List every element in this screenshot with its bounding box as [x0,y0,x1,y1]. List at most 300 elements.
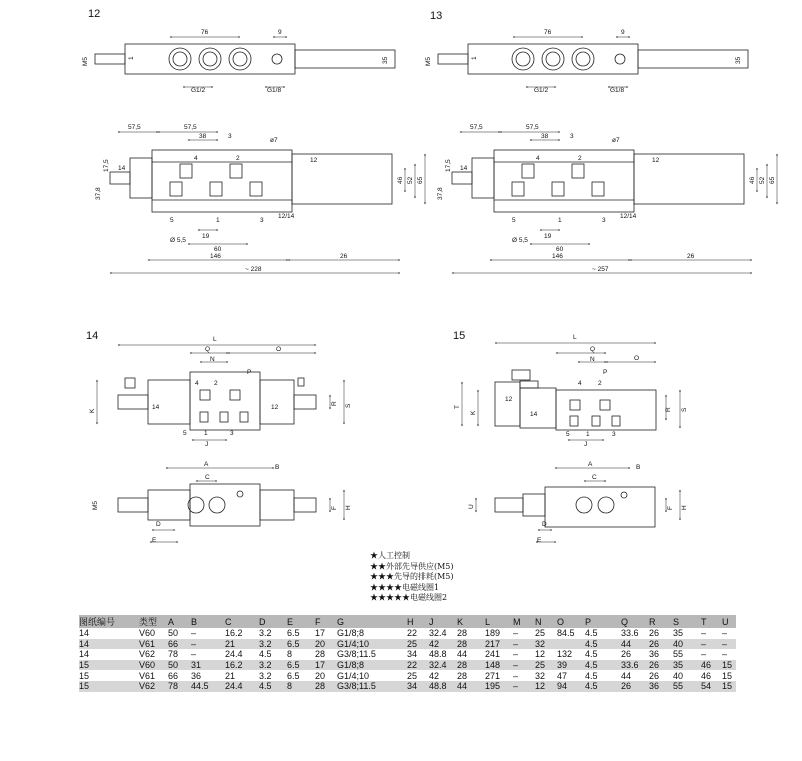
table-header-15: O [557,615,585,628]
table-cell: 4.5 [585,628,598,639]
dimension-label: G1/2 [534,87,549,94]
dimension-label: 76 [201,29,209,36]
table-cell: 3.2 [259,670,272,681]
dimension-label: 12/14 [278,213,295,220]
dimension-label: 14 [118,165,126,172]
table-cell: 50 [168,628,179,639]
port-outline [230,164,242,178]
valve-body-top [125,44,295,74]
dimension-label: 1 [558,217,562,224]
port-g12-inner [546,52,560,66]
table-cell: 21 [225,670,236,681]
legend-notes [370,551,454,604]
dimension-label: R [665,407,672,412]
table-cell: 20 [315,639,337,650]
dimension-label: 12/14 [620,213,637,220]
table-cell: 44 [457,681,485,692]
dimension-label: 57,5 [184,124,197,131]
table-cell: 14 [79,649,90,660]
table-cell: 48.8 [429,649,447,660]
port-g18-circle [272,54,282,64]
table-cell: 3.2 [259,660,287,671]
table-cell: 148 [485,660,513,671]
port-g12-circle [169,48,191,70]
dimension-label: 14 [460,165,468,172]
end-cap [260,380,294,424]
dimension-label: Q [590,346,596,353]
table-row [79,681,736,692]
dimension-label: ~ 228 [245,266,262,273]
table-cell: 3.2 [259,639,287,650]
port-g12-inner [233,52,247,66]
dimension-label: ~ 257 [592,266,609,273]
pilot-stub [294,498,316,512]
port-g12-circle [598,497,614,513]
table-cell: – [513,649,519,660]
table-header-10: J [429,615,457,628]
table-cell: – [191,639,225,650]
table-cell: 14 [79,639,139,650]
table-cell: 44 [621,639,649,650]
table-cell: 15 [79,681,139,692]
port-outline [552,182,564,196]
note-external-pilot-supply: ★★外部先导供应(M5) [370,561,454,571]
table-cell: 78 [168,681,191,692]
dimension-label: G1/8 [267,87,282,94]
table-cell: 15 [722,681,736,692]
port-outline [512,182,524,196]
table-cell: G1/8;8 [337,660,407,671]
port-g12-inner [203,52,217,66]
port-g12-circle [209,497,225,513]
table-cell: 4.5 [259,649,272,660]
dimension-label: N [590,356,595,363]
note-solenoid-coil-1: ★★★★电磁线圈1 [370,582,440,592]
table-cell: – [513,681,535,692]
dimension-label: 60 [556,246,564,253]
solenoid-stub [495,498,523,512]
table-header-19: S [673,615,701,628]
table-cell: – [513,639,535,650]
table-cell: 46 [701,660,722,671]
dimension-label: 5 [566,431,570,438]
table-cell: 22 [407,660,429,671]
port-outline [592,182,604,196]
dimension-label: 3 [612,431,616,438]
dimension-label: 5 [512,217,516,224]
table-cell: V62 [139,681,168,692]
table-cell: 6.5 [287,639,315,650]
dimension-label: 1 [204,430,208,437]
table-cell: 84.5 [557,628,575,639]
table-cell: V61 [139,639,168,650]
table-cell: 4.5 [259,681,287,692]
table-cell: 25 [407,639,429,650]
dimension-label: E [537,537,542,544]
table-cell: – [722,639,736,650]
solenoid-end [638,50,748,68]
port-g12-circle [572,48,594,70]
dimension-label: 2 [598,380,602,387]
table-header-6: E [287,615,315,628]
table-header-9: H [407,615,429,628]
dimension-label: 65 [769,176,776,184]
table-cell: 44 [457,649,468,660]
dimension-label: Ø 5,5 [512,237,528,244]
dimension-label: 12 [505,396,513,403]
port-g18-circle [621,492,627,498]
dimension-label: 17,5 [103,159,110,172]
dimension-label: N [210,356,215,363]
table-cell: 8 [287,681,315,692]
valve-body-front [190,372,260,430]
dimension-label: Ø 5,5 [170,237,186,244]
table-cell: 55 [673,681,701,692]
table-cell: 4.5 [585,681,621,692]
dimension-label: 38 [199,133,207,140]
table-header-7: F [315,615,337,628]
table-cell: G1/4;10 [337,639,407,650]
note-pilot-exhaust: ★★★先导的排耗(M5) [370,572,454,582]
dimension-label: K [89,408,96,413]
dimension-label: B [275,464,280,471]
table-row [79,628,736,639]
table-cell: 25 [535,628,546,639]
dimension-label: 57,5 [128,124,141,131]
table-cell: 44.5 [191,681,225,692]
dimension-label: E [152,537,157,544]
table-cell: 32 [535,639,557,650]
port-g12-circle [229,48,251,70]
table-cell: 12 [535,649,546,660]
table-cell: V62 [139,649,156,660]
dimension-label: 4 [194,155,198,162]
table-header-4: C [225,615,259,628]
table-cell: 25 [407,670,418,681]
dimension-label: 35 [735,56,742,64]
dimension-label: L [573,334,577,341]
table-cell: 34 [407,649,418,660]
table-header-3: B [191,615,225,628]
connector [523,494,545,516]
dimension-table [79,615,736,692]
dimension-label: 9 [278,29,282,36]
dimension-label: H [681,505,688,510]
port-outline [180,164,192,178]
dimension-label: D [156,521,161,528]
dimension-label: S [681,407,688,412]
dimension-label: 38 [541,133,549,140]
port-g12-circle [576,497,592,513]
dimension-label: C [205,474,210,481]
table-header-5: D [259,615,287,628]
dimension-label: B [636,464,641,471]
dimension-label: A [204,461,209,468]
table-header-18: R [649,615,673,628]
dimension-label: M5 [425,56,432,66]
port-outline [572,164,584,178]
table-header-16: P [585,615,621,628]
pilot-stub [95,54,125,64]
table-cell: G1/4;10 [337,670,370,681]
table-cell: 28 [315,681,337,692]
table-header-21: U [722,615,736,628]
dimension-label: 65 [417,176,424,184]
pilot-stub [118,395,148,409]
table-cell: 42 [429,639,457,650]
figure-label-12: 12 [88,8,101,20]
dimension-label: R [331,401,338,406]
table-cell: – [191,649,197,660]
table-cell: 26 [621,681,649,692]
dimension-label: O [276,346,282,353]
table-cell: 46 [701,670,712,681]
dimension-label: 35 [382,56,389,64]
dimension-label: 3 [230,430,234,437]
table-row [79,660,736,671]
dimension-label: 12 [652,157,660,164]
table-cell: 6.5 [287,628,300,639]
dimension-label: 146 [210,253,221,260]
table-header-12: L [485,615,513,628]
table-header-2: A [168,615,191,628]
dimension-label: S [345,403,352,408]
table-header-8: G [337,615,407,628]
table-cell: 3.2 [259,628,272,639]
table-cell: 26 [649,660,673,671]
table-cell: 26 [649,670,660,681]
table-cell: 271 [485,670,501,681]
port-g12-inner [173,52,187,66]
port-g18-circle [237,491,243,497]
dimension-label: 9 [621,29,625,36]
table-cell: 195 [485,681,513,692]
table-cell: 15 [722,660,736,671]
table-cell: 66 [168,670,179,681]
table-cell: 55 [673,649,684,660]
end-cap [148,490,190,520]
table-cell: – [722,649,728,660]
table-cell: 22 [407,628,418,639]
port-g12-circle [199,48,221,70]
table-cell: 14 [79,628,90,639]
table-header-row [79,615,736,628]
table-cell: 8 [287,649,293,660]
dimension-label: P [247,369,252,376]
table-cell: 16.2 [225,660,259,671]
port-outline [522,164,534,178]
table-cell: G1/8;8 [337,628,365,639]
table-cell: 28 [315,649,326,660]
dimension-label: K [470,410,477,415]
port-outline [250,182,262,196]
dimension-label: F [331,506,338,510]
table-cell: 24.4 [225,649,243,660]
dimension-label: 1 [471,56,478,60]
dimension-label: ø7 [612,137,620,144]
table-cell: V60 [139,628,156,639]
figure-label-15: 15 [453,330,466,342]
end-cap [520,388,556,428]
table-cell: 33.6 [621,660,649,671]
dimension-label: 17,5 [445,159,452,172]
table-cell: 28 [457,670,468,681]
table-header-11: K [457,615,485,628]
table-cell: 26 [621,649,632,660]
dimension-label: 26 [340,253,348,260]
table-cell: 31 [191,660,225,671]
port-outline [210,182,222,196]
dimension-label: T [454,405,461,409]
dimension-label: 12 [310,157,318,164]
table-cell: 28 [457,660,485,671]
valve-body-top [468,44,638,74]
end-cap [148,380,190,424]
dimension-label: 5 [170,217,174,224]
dimension-label: O [634,355,640,362]
dimension-label: 3 [228,133,232,140]
manual-override [298,378,304,386]
port-g12-inner [516,52,530,66]
port-g12-inner [576,52,590,66]
port-outline [240,412,248,422]
table-cell: 15 [79,670,90,681]
table-cell: 54 [701,681,722,692]
table-cell: 39 [557,660,585,671]
table-header-20: T [701,615,722,628]
end-cap [472,158,494,198]
table-cell: – [513,670,519,681]
port-g12-circle [512,48,534,70]
table-cell: 132 [557,649,573,660]
dimension-label: 12 [271,404,279,411]
dimension-label: 14 [530,411,538,418]
table-cell: 66 [168,639,191,650]
dimension-label: J [205,441,209,448]
table-cell: 16.2 [225,628,243,639]
dimension-label: F [667,506,674,510]
dimension-label: 3 [260,217,264,224]
table-cell: 32.4 [429,628,447,639]
dimension-label: 2 [214,380,218,387]
figure-label-13: 13 [430,10,443,22]
pilot-stub [118,498,148,512]
pilot-stub [294,395,316,409]
dimension-label: M5 [92,500,99,510]
dimension-label: 14 [152,404,160,411]
table-cell: 24.4 [225,681,259,692]
dimension-label: 19 [544,233,552,240]
table-cell: 36 [649,649,660,660]
table-cell: 44 [621,670,632,681]
valve-body-front [152,150,292,212]
dimension-label: 1 [128,56,135,60]
table-cell: 33.6 [621,628,639,639]
table-header-1: 类型 [139,615,168,628]
table-cell: G3/8;11.5 [337,681,407,692]
table-cell: 217 [485,639,513,650]
dimension-label: 52 [407,176,414,184]
connector [520,381,538,388]
table-cell: 40 [673,670,684,681]
table-header-17: Q [621,615,649,628]
table-cell: G3/8;11.5 [337,649,376,660]
table-cell: 4.5 [585,639,621,650]
dimension-label: 26 [687,253,695,260]
table-cell: 28 [457,628,468,639]
table-cell: 6.5 [287,670,300,681]
table-cell: 17 [315,660,337,671]
dimension-label: G1/2 [191,87,206,94]
port-outline [200,390,210,400]
connector [512,370,530,380]
note-manual-control: ★人工控制 [370,551,410,560]
table-row [79,670,736,681]
dimension-label: 3 [602,217,606,224]
table-cell: 189 [485,628,501,639]
table-cell: 4.5 [585,660,621,671]
table-cell: 26 [649,628,660,639]
dimension-label: H [345,505,352,510]
dimension-label: 4 [536,155,540,162]
table-cell: 78 [168,649,179,660]
table-header-14: N [535,615,557,628]
table-cell: 28 [457,639,485,650]
table-cell: 36 [191,670,202,681]
table-cell: 32.4 [429,660,457,671]
port-outline [592,416,600,426]
dimension-label: L [213,336,217,343]
dimension-label: G1/8 [610,87,625,94]
dimension-label: M5 [82,56,89,66]
table-cell: V61 [139,670,156,681]
table-cell: 42 [429,670,440,681]
table-header-13: M [513,615,535,628]
table-cell: 35 [673,628,684,639]
dimension-label: ø7 [270,137,278,144]
valve-body-top [545,487,655,527]
dimension-label: 46 [397,176,404,184]
table-cell: 4.5 [585,649,598,660]
table-cell: – [701,628,707,639]
table-cell: 6.5 [287,660,315,671]
end-cap [260,490,294,520]
table-cell: 21 [225,639,259,650]
port-outline [570,400,580,410]
table-header-0: 图纸编号 [79,615,139,628]
solenoid-housing [634,154,744,204]
dimension-label: Q [205,346,211,353]
table-cell: 20 [315,670,326,681]
port-outline [612,416,620,426]
pilot-stub [438,54,468,64]
table-cell: V60 [139,660,168,671]
port-outline [170,182,182,196]
dimension-label: 37,8 [437,187,444,200]
dimension-label: P [603,369,608,376]
dimension-label: 146 [552,253,563,260]
dimension-label: 60 [214,246,222,253]
port-outline [570,416,578,426]
table-cell: 34 [407,681,429,692]
figure-label-14: 14 [86,330,99,342]
dimension-label: C [592,474,597,481]
table-cell: 36 [649,681,673,692]
table-cell: – [513,628,519,639]
dimension-label: U [468,504,475,509]
table-cell: 15 [722,670,733,681]
port-g12-circle [542,48,564,70]
